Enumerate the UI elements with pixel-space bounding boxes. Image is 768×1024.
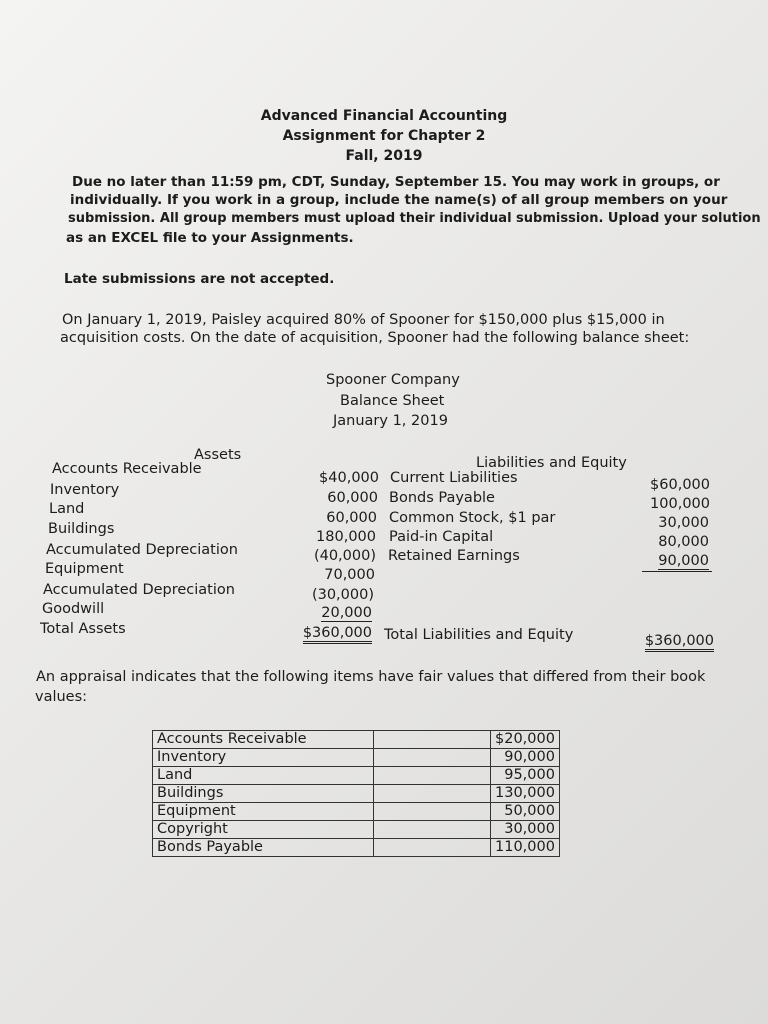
total-liabilities-label: Total Liabilities and Equity: [384, 627, 574, 643]
asset-label: Buildings: [48, 521, 115, 537]
liability-label: Paid-in Capital: [389, 529, 494, 545]
bs-company-name: Spooner Company: [326, 372, 460, 388]
document-term: Fall, 2019: [345, 148, 423, 164]
liability-value-retained: 90,000: [658, 553, 709, 569]
intro-line-1: On January 1, 2019, Paisley acquired 80% of Spooner for $150,000 plus $15,000 in: [62, 312, 665, 328]
liabilities-header: Liabilities and Equity: [476, 455, 627, 471]
document-title: Advanced Financial Accounting: [260, 108, 508, 124]
asset-value: 70,000: [324, 567, 375, 583]
total-liabilities-value: $360,000: [634, 633, 714, 649]
fair-value-table: [152, 730, 560, 857]
liability-value: 80,000: [658, 534, 709, 550]
liability-label: Current Liabilities: [390, 470, 518, 486]
instructions-line-3: submission. All group members must upload their individual submission. Upload your solution: [68, 211, 761, 226]
asset-label: Inventory: [50, 482, 120, 498]
liability-value: 30,000: [658, 515, 709, 531]
asset-value-goodwill: 20,000: [321, 605, 372, 621]
assets-header: Assets: [194, 447, 242, 463]
asset-value: 60,000: [327, 490, 378, 506]
instructions-line-4: as an EXCEL file to your Assignments.: [66, 230, 354, 246]
asset-value: (30,000): [311, 587, 374, 603]
appraisal-line-1: An appraisal indicates that the following items have fair values that differed from their book: [36, 669, 706, 685]
liability-label: Bonds Payable: [389, 490, 495, 506]
asset-label: Accumulated Depreciation: [43, 582, 235, 598]
table-row: Buildings 130,000: [153, 785, 560, 803]
asset-value: (40,000): [313, 548, 376, 564]
document-subtitle: Assignment for Chapter 2: [282, 128, 486, 144]
liability-value: 100,000: [650, 496, 710, 512]
bs-date: January 1, 2019: [333, 413, 448, 429]
liability-value: $60,000: [650, 477, 710, 493]
instructions-line-1: Due no later than 11:59 pm, CDT, Sunday, September 15. You may work in groups, or: [72, 174, 720, 190]
asset-label: Equipment: [45, 561, 124, 577]
total-assets-label: Total Assets: [40, 621, 126, 637]
table-row: Equipment 50,000: [153, 803, 560, 821]
bs-title: Balance Sheet: [340, 393, 445, 409]
table-row: Copyright 30,000: [153, 821, 560, 839]
intro-line-2: acquisition costs. On the date of acquisition, Spooner had the following balance sheet:: [60, 330, 690, 346]
subtotal-rule: [642, 571, 712, 572]
total-assets-value: $360,000: [292, 625, 372, 641]
asset-value: $40,000: [319, 470, 379, 486]
late-notice: Late submissions are not accepted.: [64, 271, 335, 287]
asset-label: Accounts Receivable: [52, 461, 202, 477]
liability-label: Common Stock, $1 par: [389, 510, 556, 526]
appraisal-line-2: values:: [35, 689, 88, 705]
table-row: Accounts Receivable $20,000: [153, 731, 560, 749]
instructions-line-2: individually. If you work in a group, include the name(s) of all group members on your: [70, 192, 728, 208]
asset-value: 180,000: [316, 529, 376, 545]
asset-label: Accumulated Depreciation: [46, 542, 238, 558]
asset-label: Land: [49, 501, 85, 517]
asset-value: 60,000: [326, 510, 377, 526]
table-row: Land 95,000: [153, 767, 560, 785]
liability-label: Retained Earnings: [388, 548, 520, 564]
asset-label: Goodwill: [42, 601, 105, 617]
table-row: Bonds Payable 110,000: [153, 839, 560, 857]
table-row: Inventory 90,000: [153, 749, 560, 767]
